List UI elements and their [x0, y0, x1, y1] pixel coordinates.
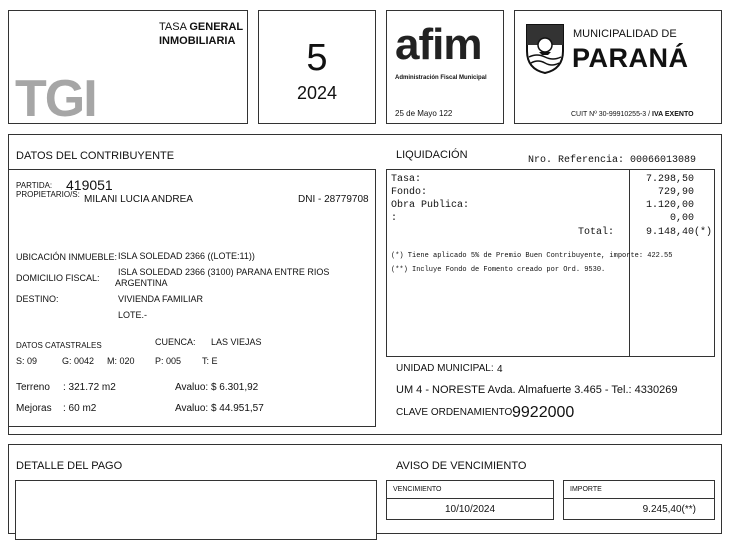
ubicacion-label: UBICACIÓN INMUEBLE: [16, 252, 118, 262]
detalle-pago-box [15, 480, 377, 540]
terreno-value: : 321.72 m2 [63, 382, 116, 393]
datos-contribuyente-title: DATOS DEL CONTRIBUYENTE [16, 150, 175, 162]
destino-label: DESTINO: [16, 294, 59, 304]
total-value: 9.148,40(*) [645, 227, 712, 238]
cuit-text: CUIT Nº 30-99910255-3 / [571, 111, 651, 118]
otro-label: : [391, 213, 398, 224]
afim-subtitle: Administración Fiscal Municipal [395, 75, 487, 81]
clave-label: CLAVE ORDENAMIENTO: [396, 407, 516, 418]
tgi-logo: TGI [15, 70, 96, 128]
vencimiento-label: VENCIMIENTO [393, 486, 442, 493]
importe-label: IMPORTE [570, 486, 602, 493]
afim-box [386, 10, 504, 124]
domicilio-line2: ARGENTINA [115, 278, 168, 288]
tasa-line1 [159, 21, 243, 33]
seccion-value: S: 09 [16, 356, 38, 366]
total-label: Total: [578, 227, 615, 238]
liquidacion-divider [629, 170, 630, 356]
tgi-header-box [8, 10, 248, 128]
referencia-number: Nro. Referencia: 00066013089 [528, 155, 697, 166]
period-number: 5 [306, 37, 328, 79]
mejoras-value: : 60 m2 [63, 403, 97, 414]
iva-exento: IVA EXENTO [652, 111, 694, 118]
pago-section [8, 444, 722, 534]
header-rule-imp [564, 498, 714, 499]
liquidacion-box [386, 169, 715, 357]
vencimiento-box [386, 480, 554, 520]
detalle-pago-title: DETALLE DEL PAGO [16, 460, 123, 472]
tasa-line2: INMOBILIARIA [159, 35, 236, 47]
parana-seal-icon [523, 21, 567, 75]
afim-address: 25 de Mayo 122 [395, 109, 453, 118]
importe-value: 9.245,40(**) [642, 504, 696, 515]
header-rule-venc [387, 498, 553, 499]
cuit-line [571, 111, 694, 118]
avaluo-terreno: Avaluo: $ 6.301,92 [175, 382, 259, 393]
otro-value: 0,00 [669, 213, 694, 224]
unidad-value: 4 [497, 364, 503, 375]
clave-value: 9922000 [512, 404, 575, 421]
tasa-value: 7.298,50 [645, 174, 694, 185]
fondo-value: 729,90 [657, 187, 694, 198]
domicilio-label: DOMICILIO FISCAL: [16, 273, 100, 283]
obra-publica-label: Obra Publica: [391, 200, 470, 211]
tipo-value: T: E [202, 356, 218, 366]
nota-fondo: (**) Incluye Fondo de Fomento creado por Ord. 9530. [391, 266, 606, 274]
main-section [8, 134, 722, 435]
contribuyente-box [8, 169, 376, 427]
propietario-value: MILANI LUCIA ANDREA [84, 194, 193, 205]
lote-value: LOTE.- [118, 310, 148, 320]
parana-label: PARANÁ [572, 43, 689, 73]
propietario-label: PROPIETARIO/S: [16, 190, 80, 199]
avaluo-mejoras: Avaluo: $ 44.951,57 [175, 403, 264, 414]
aviso-vencimiento-title: AVISO DE VENCIMIENTO [396, 460, 527, 472]
vencimiento-value: 10/10/2024 [444, 504, 496, 515]
tasa-prefix: TASA [159, 21, 187, 33]
tasa-label: Tasa: [391, 174, 422, 185]
dni-value: DNI - 28779708 [298, 194, 369, 205]
partida-value: 419051 [66, 177, 113, 193]
nota-premio: (*) Tiene aplicado 5% de Premio Buen Contribuyente, importe: 422.55 [391, 252, 673, 260]
cuenca-value: LAS VIEJAS [211, 337, 262, 347]
municipalidad-box [514, 10, 722, 124]
grupo-value: G: 0042 [62, 356, 95, 366]
manzana-value: M: 020 [107, 356, 135, 366]
obra-publica-value: 1.120,00 [645, 200, 694, 211]
catastrales-label: DATOS CATASTRALES [16, 341, 102, 350]
parcela-value: P: 005 [155, 356, 182, 366]
tasa-general: GENERAL [189, 21, 244, 33]
importe-box [563, 480, 715, 520]
partida-label: PARTIDA: [16, 181, 53, 190]
municipalidad-label: MUNICIPALIDAD DE [573, 28, 677, 40]
destino-value: VIVIENDA FAMILIAR [118, 294, 204, 304]
fondo-label: Fondo: [391, 187, 428, 198]
period-box [258, 10, 376, 124]
period-year: 2024 [296, 83, 338, 103]
cuenca-label: CUENCA: [155, 337, 196, 347]
unidad-label: UNIDAD MUNICIPAL: [396, 363, 494, 374]
ubicacion-value: ISLA SOLEDAD 2366 ((LOTE:11)) [118, 251, 255, 261]
terreno-label: Terreno [16, 382, 50, 393]
afim-logo: afim [395, 20, 482, 69]
liquidacion-title: LIQUIDACIÓN [396, 149, 468, 161]
domicilio-line1: ISLA SOLEDAD 2366 (3100) PARANA ENTRE RIOS [118, 267, 330, 277]
mejoras-label: Mejoras [16, 403, 52, 414]
um-address: UM 4 - NORESTE Avda. Almafuerte 3.465 - Tel.: 4330269 [396, 384, 678, 396]
